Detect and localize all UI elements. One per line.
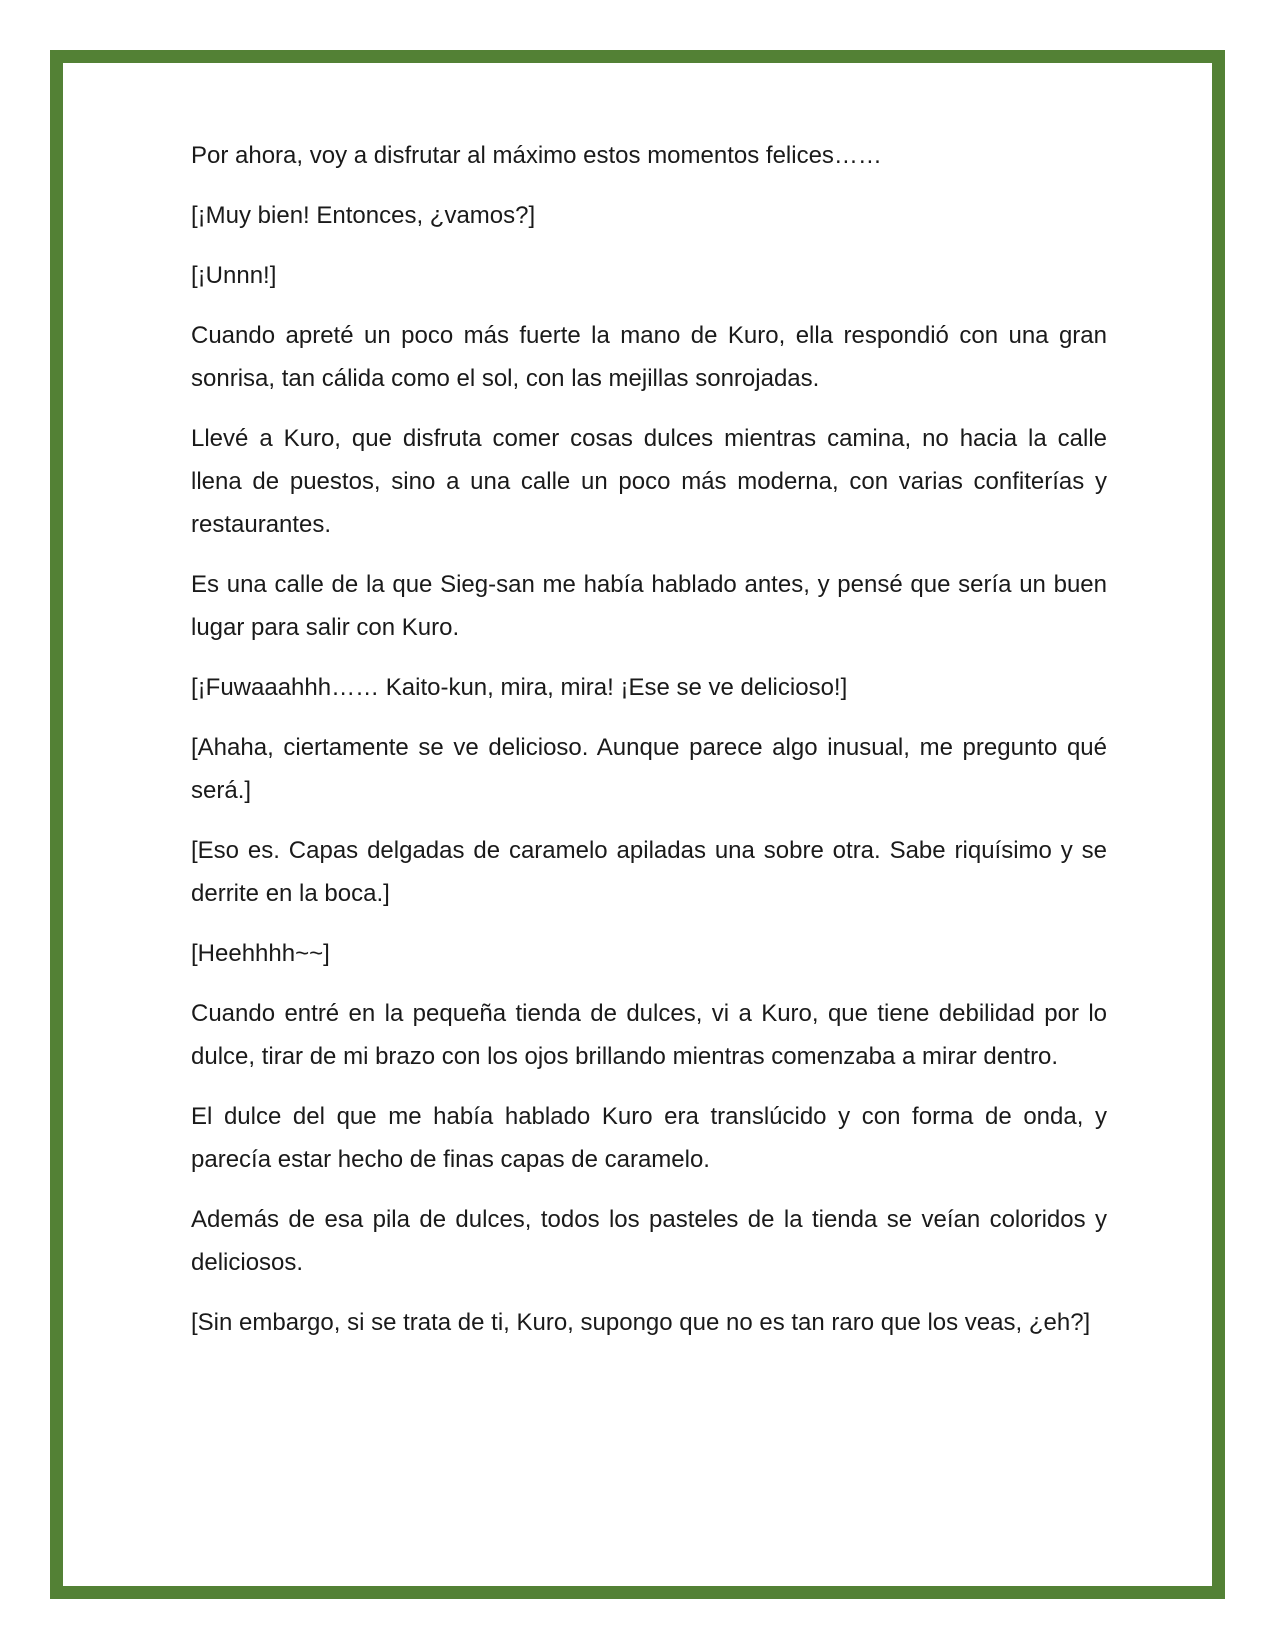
document-body xyxy=(191,134,1107,1361)
paragraph: [¡Muy bien! Entonces, ¿vamos?] xyxy=(191,202,536,229)
paragraph: Llevé a Kuro, que disfruta comer cosas dulces mientras camina, no hacia la calle llena de puestos, sino a una calle un poco más moderna, con varias confiterías y restaurantes. xyxy=(191,425,1107,538)
paragraph: [Ahaha, ciertamente se ve delicioso. Aunque parece algo inusual, me pregunto qué será.] xyxy=(191,734,1107,804)
paragraph: Es una calle de la que Sieg-san me había hablado antes, y pensé que sería un buen lugar para salir con Kuro. xyxy=(191,571,1107,641)
paragraph: Además de esa pila de dulces, todos los pasteles de la tienda se veían coloridos y deliciosos. xyxy=(191,1206,1107,1276)
paragraph: Cuando entré en la pequeña tienda de dulces, vi a Kuro, que tiene debilidad por lo dulce, tirar de mi brazo con los ojos brillando mientras comenzaba a mirar dentro. xyxy=(191,1000,1107,1070)
paragraph: [Eso es. Capas delgadas de caramelo apiladas una sobre otra. Sabe riquísimo y se derrite en la boca.] xyxy=(191,837,1107,907)
paragraph: [¡Fuwaaahhh…… Kaito-kun, mira, mira! ¡Ese se ve delicioso!] xyxy=(191,674,848,701)
paragraph: Por ahora, voy a disfrutar al máximo estos momentos felices…… xyxy=(191,142,882,169)
paragraph: [Heehhhh~~] xyxy=(191,940,330,967)
page-border-frame xyxy=(50,50,1225,1599)
paragraph: El dulce del que me había hablado Kuro era translúcido y con forma de onda, y parecía estar hecho de finas capas de caramelo. xyxy=(191,1103,1107,1173)
paragraph: [¡Unnn!] xyxy=(191,262,277,289)
paragraph: Cuando apreté un poco más fuerte la mano de Kuro, ella respondió con una gran sonrisa, tan cálida como el sol, con las mejillas sonrojadas. xyxy=(191,322,1107,392)
paragraph: [Sin embargo, si se trata de ti, Kuro, supongo que no es tan raro que los veas, ¿eh?] xyxy=(191,1309,1091,1336)
